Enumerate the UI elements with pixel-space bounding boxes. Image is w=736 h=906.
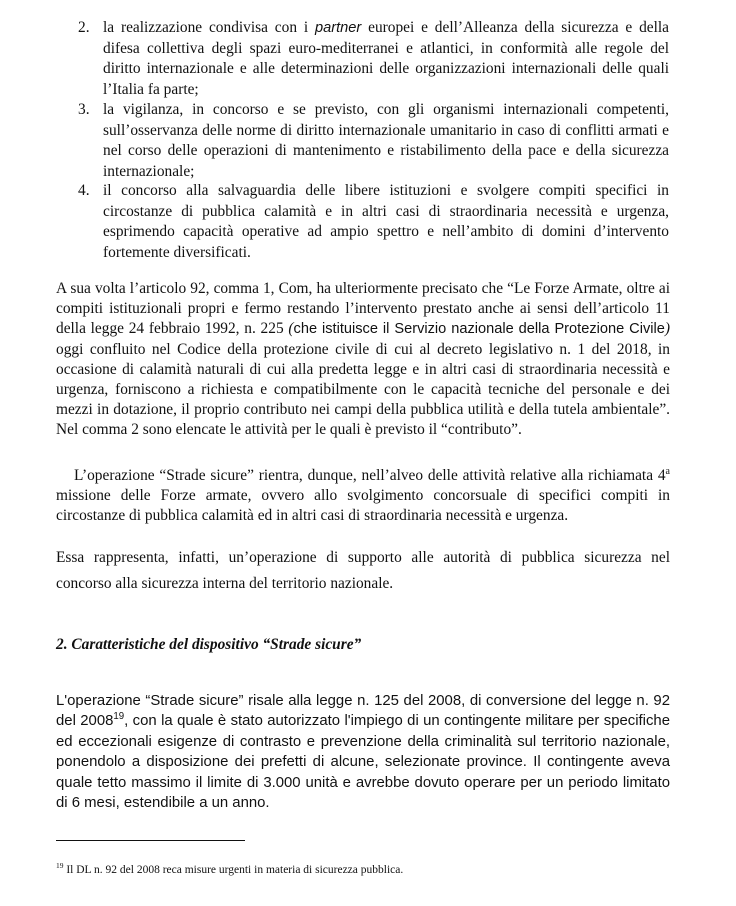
paragraph-strade-sicure: L’operazione “Strade sicure” rientra, dunque, nell’alveo delle attività relative alla richiamata 4$^a$ missione delle Forze armate, ovvero allo svolgimento concorsuale di specifici compiti in circostanze di pubblica calamità ed in altri casi di straordinaria necessità e urgenza. bbox=[56, 465, 670, 525]
paragraph-operazione: L'operazione “Strade sicure” risale alla legge n. 125 del 2008, di conversione del legge n. 92 del 2008$^{19}$, con la quale è stato autorizzato l'impiego di un contingente militare per specifiche ed eccezionali esigenze di contrasto e prevenzione della criminalità sul territorio nazionale, ponendolo a disposizione dei prefetti di alcune, selezionate province. Il contingente aveva quale tetto massimo il limite di 3.000 unità e avrebbe dovuto operare per un periodo limitato di 6 mesi, estendibile a un anno. bbox=[56, 693, 670, 812]
list-number: 2. bbox=[78, 19, 90, 36]
list-number: 3. bbox=[78, 101, 90, 118]
footnote-separator bbox=[56, 840, 245, 841]
emphasis: partner bbox=[315, 20, 362, 36]
list-item: il concorso alla salvaguardia delle libere istituzioni e svolgere compiti specifici in circostanze di pubblica calamità e in altri casi di straordinaria necessità e urgenza, esprimendo capacità operative ad ampio spettro e nell’ambito di domini d’intervento fortemente diversificati. bbox=[103, 182, 669, 261]
footnote: $^{19}$ Il DL n. 92 del 2008 reca misure urgenti in materia di sicurezza pubblica. bbox=[56, 861, 404, 876]
list-item: la realizzazione condivisa con i partner europei e dell’Alleanza della sicurezza e della difesa collettiva degli spazi euro-mediterranei e atlantici, in conformità alle regole del diritto internazionale e alle determinazioni delle organizzazioni internazionali delle quali l’Italia fa parte; bbox=[103, 19, 669, 98]
paragraph-articolo-92: A sua volta l’articolo 92, comma 1, Com, ha ulteriormente precisato che “Le Forze Armate, oltre ai compiti istituzionali propri e fermo restando l’intervento prestato anche ai sensi dell’articolo 11 della legge 24 febbraio 1992, n. 225 (che istituisce il Servizio nazionale della Protezione Civile) oggi confluito nel Codice della protezione civile di cui al decreto legislativo n. 1 del 2018, in occasione di calamità naturali di cui alla predetta legge e in altri casi di straordinaria necessità e urgenza, forniscono a richiesta e compatibilmente con le capacità tecniche del personale e dei mezzi in dotazione, il proprio contributo nei campi della pubblica utilità e della tutela ambientale”. Nel comma 2 sono elencate le attività per le quali è previsto il “contributo”. bbox=[56, 280, 670, 439]
footnote-reference[interactable]: 19 bbox=[113, 711, 125, 723]
paragraph-essa-line2: concorso alla sicurezza interna del territorio nazionale. bbox=[56, 575, 394, 592]
section-heading: 2. Caratteristiche del dispositivo “Strade sicure” bbox=[56, 636, 362, 653]
paragraph-essa-line1: Essa rappresenta, infatti, un’operazione di supporto alle autorità di pubblica sicurezza nel bbox=[56, 549, 670, 566]
list-item: la vigilanza, in concorso e se previsto, con gli organismi internazionali competenti, sull’osservanza delle norme di diritto internazionale umanitario in caso di conflitti armati e nel corso delle operazioni di mantenimento e ristabilimento della pace e della sicurezza internazionale; bbox=[103, 101, 669, 180]
footnote-number: 19 bbox=[56, 861, 64, 871]
list-number: 4. bbox=[78, 182, 90, 199]
